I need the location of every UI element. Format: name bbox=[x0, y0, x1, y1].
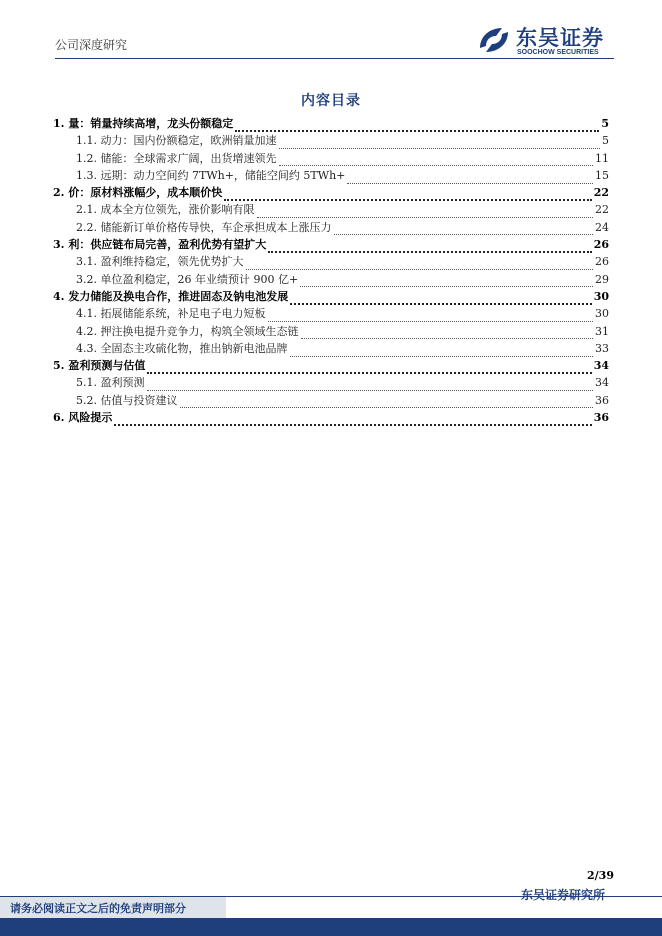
logo-english-name: SOOCHOW SECURITIES bbox=[517, 49, 599, 56]
toc-entry-label: 1.1. 动力：国内份额稳定，欧洲销量加速 bbox=[76, 134, 277, 148]
toc-entry[interactable] bbox=[53, 167, 609, 184]
toc-entry-page: 26 bbox=[593, 238, 609, 252]
toc-entry-page: 29 bbox=[595, 272, 609, 286]
toc-entry-label: 5.1. 盈利预测 bbox=[76, 376, 145, 390]
toc-entry[interactable] bbox=[53, 150, 609, 167]
header-divider bbox=[55, 58, 614, 59]
toc-entry[interactable] bbox=[53, 340, 609, 357]
toc-entry-page: 5 bbox=[601, 117, 609, 130]
toc-entry-page: 15 bbox=[595, 168, 609, 182]
toc-entry-label: 4. 发力储能及换电合作，推进固态及钠电池发展 bbox=[53, 289, 289, 303]
toc-leader-dots bbox=[290, 345, 594, 357]
report-type-label: 公司深度研究 bbox=[55, 38, 128, 52]
toc-entry[interactable] bbox=[53, 184, 609, 201]
toc-entry-label: 4.1. 拓展储能系统，补足电子电力短板 bbox=[76, 307, 266, 321]
logo-chinese-name: 东吴证券 bbox=[516, 26, 604, 50]
toc-entry[interactable] bbox=[53, 288, 609, 305]
toc-entry[interactable] bbox=[53, 374, 609, 391]
toc-entry-page: 24 bbox=[595, 220, 609, 234]
company-logo bbox=[476, 22, 626, 62]
toc-entry-page: 36 bbox=[595, 393, 609, 407]
toc-entry-page: 33 bbox=[595, 341, 609, 355]
toc-entry[interactable] bbox=[53, 409, 609, 426]
footer-bar bbox=[0, 918, 662, 936]
toc-entry[interactable] bbox=[53, 392, 609, 409]
toc-entry[interactable] bbox=[53, 305, 609, 322]
toc-entry[interactable] bbox=[53, 271, 609, 288]
toc-leader-dots bbox=[180, 396, 594, 408]
toc-entry-label: 3. 利：供应链布局完善，盈利优势有望扩大 bbox=[53, 238, 267, 252]
soochow-logo-icon bbox=[476, 22, 512, 58]
toc-entry-label: 4.3. 全固态主攻硫化物，推出钠新电池品牌 bbox=[76, 341, 288, 355]
toc-leader-dots bbox=[300, 275, 593, 287]
disclaimer-text: 请务必阅读正文之后的免责声明部分 bbox=[10, 902, 186, 915]
toc-entry-page: 30 bbox=[595, 307, 609, 321]
toc-leader-dots bbox=[347, 172, 593, 184]
toc-leader-dots bbox=[246, 258, 594, 270]
toc-leader-dots bbox=[290, 292, 591, 305]
toc-entry[interactable] bbox=[53, 253, 609, 270]
toc-entry-label: 5. 盈利预测与估值 bbox=[53, 359, 146, 373]
page-indicator: 2/39 bbox=[587, 869, 614, 882]
toc-entry-label: 1. 量：销量持续高增，龙头份额稳定 bbox=[53, 117, 234, 130]
toc-entry-page: 11 bbox=[595, 151, 609, 165]
toc-entry-page: 30 bbox=[593, 289, 609, 303]
toc-entry[interactable] bbox=[53, 323, 609, 340]
toc-entry-page: 5 bbox=[602, 134, 609, 148]
toc-entry[interactable] bbox=[53, 236, 609, 253]
toc-entry-page: 31 bbox=[595, 324, 609, 338]
toc-entry-label: 2. 价：原材料涨幅少，成本顺价快 bbox=[53, 186, 223, 200]
toc-leader-dots bbox=[224, 188, 591, 201]
toc-entry[interactable] bbox=[53, 357, 609, 374]
toc-entry-page: 36 bbox=[593, 411, 609, 425]
toc-entry-label: 1.2. 储能：全球需求广阔，出货增速领先 bbox=[76, 151, 277, 165]
toc-entry[interactable] bbox=[53, 115, 609, 132]
toc-leader-dots bbox=[334, 223, 594, 235]
toc-entry-label: 3.1. 盈利维持稳定，领先优势扩大 bbox=[76, 255, 244, 269]
research-institute-name: 东吴证券研究所 bbox=[520, 888, 605, 902]
toc-entry-label: 6. 风险提示 bbox=[53, 411, 113, 425]
toc-entry-label: 2.1. 成本全方位领先，涨价影响有限 bbox=[76, 203, 255, 217]
toc-entry-label: 1.3. 远期：动力空间约 7TWh+，储能空间约 5TWh+ bbox=[76, 168, 346, 182]
toc-leader-dots bbox=[235, 119, 599, 132]
toc-leader-dots bbox=[301, 327, 594, 339]
toc-title: 内容目录 bbox=[301, 93, 361, 109]
toc-entry-page: 22 bbox=[593, 186, 609, 200]
toc-entry-page: 26 bbox=[595, 255, 609, 269]
toc-leader-dots bbox=[279, 154, 594, 166]
toc-entry-page: 34 bbox=[595, 376, 609, 390]
toc-entry-label: 5.2. 估值与投资建议 bbox=[76, 393, 178, 407]
toc-leader-dots bbox=[147, 361, 591, 374]
toc-leader-dots bbox=[147, 379, 594, 391]
toc-leader-dots bbox=[268, 310, 594, 322]
toc-entry-page: 34 bbox=[593, 359, 609, 373]
toc-entry[interactable] bbox=[53, 219, 609, 236]
toc-leader-dots bbox=[279, 137, 601, 149]
toc-entry-label: 4.2. 押注换电提升竞争力，构筑全领域生态链 bbox=[76, 324, 299, 338]
toc-entry[interactable] bbox=[53, 201, 609, 218]
toc-entry[interactable] bbox=[53, 132, 609, 149]
toc-leader-dots bbox=[257, 206, 594, 218]
toc-leader-dots bbox=[114, 413, 591, 426]
toc-entry-page: 22 bbox=[595, 203, 609, 217]
toc-entry-label: 2.2. 储能新订单价格传导快，车企承担成本上涨压力 bbox=[76, 220, 332, 234]
table-of-contents bbox=[53, 115, 609, 426]
toc-leader-dots bbox=[268, 240, 591, 253]
toc-entry-label: 3.2. 单位盈利稳定，26 年业绩预计 900 亿+ bbox=[76, 272, 299, 286]
